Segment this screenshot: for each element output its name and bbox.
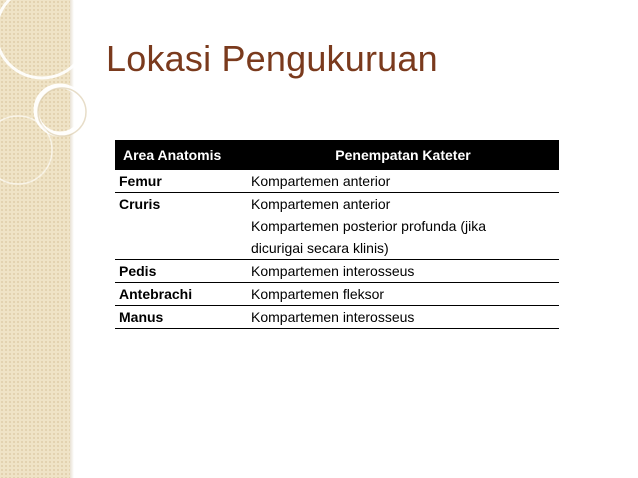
header-penempatan-kateter: Penempatan Kateter [247, 140, 559, 170]
header-area-anatomis: Area Anatomis [115, 140, 247, 170]
cell-area: Cruris [115, 193, 247, 260]
table-row-cruris [115, 193, 559, 260]
table-row-antebrachi [115, 283, 559, 306]
cell-area: Femur [115, 170, 247, 193]
table-row-manus [115, 306, 559, 329]
placement-line: Kompartemen anterior [251, 173, 391, 189]
cell-placement [247, 283, 559, 306]
data-table [115, 140, 559, 329]
table-header-row [115, 140, 559, 170]
cell-area: Manus [115, 306, 247, 329]
slide-title: Lokasi Pengukuruan [106, 38, 438, 79]
decorative-circles [0, 0, 110, 200]
placement-line: Kompartemen posterior profunda (jika [251, 218, 487, 234]
table-row-pedis [115, 260, 559, 283]
cell-area: Antebrachi [115, 283, 247, 306]
placement-line: Kompartemen interosseus [251, 263, 415, 279]
placement-line: Kompartemen interosseus [251, 309, 415, 325]
placement-line: Kompartemen fleksor [251, 286, 385, 302]
cell-placement [247, 193, 559, 260]
large-ring [0, 0, 88, 78]
cell-area: Pedis [115, 260, 247, 283]
cell-placement [247, 170, 559, 193]
table-row-femur [115, 170, 559, 193]
placement-line: Kompartemen anterior [251, 196, 391, 212]
measurement-location-table [115, 140, 559, 329]
placement-line: dicurigai secara klinis) [251, 240, 389, 256]
cell-placement [247, 260, 559, 283]
cell-placement [247, 306, 559, 329]
